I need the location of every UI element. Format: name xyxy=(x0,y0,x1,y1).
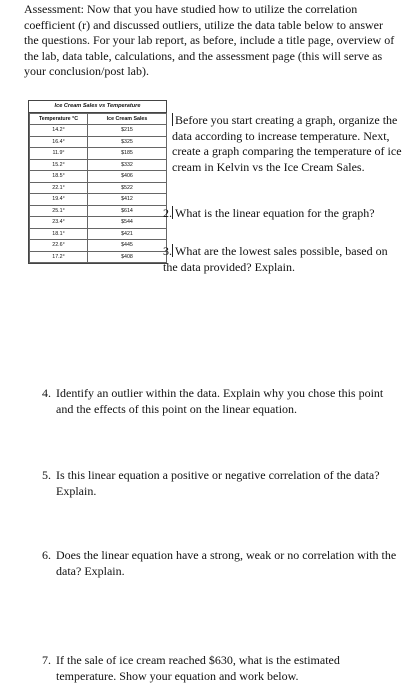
cell-sales: $412 xyxy=(88,194,167,206)
cell-temperature: 18.5° xyxy=(30,171,88,183)
question-1-text: Before you start creating a graph, organize the data according to increase temperature. Next, create a graph comparing the temperature of ice cream in Kelvin vs the Ice Cream Sales. xyxy=(172,113,402,174)
header-sales: Ice Cream Sales xyxy=(88,114,167,125)
question-3-text: What are the lowest sales possible, based on the data provided? Explain. xyxy=(163,244,388,274)
question-5 xyxy=(42,468,398,499)
table-row xyxy=(30,217,167,229)
cell-temperature: 22.6° xyxy=(30,240,88,252)
cell-sales: $406 xyxy=(88,171,167,183)
assessment-intro: Assessment: Now that you have studied how to utilize the correlation coefficient (r) and discussed outliers, utilize the data table below to answer the questions. For your lab report, as before, include a title page, overview of the lab, data table, calculations, and the assessment page (this will serve as your conclusion/post lab). xyxy=(24,2,395,78)
question-5-text: Is this linear equation a positive or negative correlation of the data? Explain. xyxy=(56,468,380,498)
table-row xyxy=(30,205,167,217)
table-title: Ice Cream Sales vs Temperature xyxy=(29,101,166,113)
question-7-text: If the sale of ice cream reached $630, what is the estimated temperature. Show your equation and work below. xyxy=(56,653,340,683)
table-row xyxy=(30,136,167,148)
cell-temperature: 11.9° xyxy=(30,148,88,160)
question-4-text: Identify an outlier within the data. Explain why you chose this point and the effects of this point on the linear equation. xyxy=(56,386,384,416)
header-temperature: Temperature °C xyxy=(30,114,88,125)
cell-temperature: 25.1° xyxy=(30,205,88,217)
question-2-text: What is the linear equation for the graph? xyxy=(175,206,375,220)
question-6 xyxy=(42,548,398,579)
question-7-number: 7. xyxy=(42,653,51,667)
question-3-number: 3. xyxy=(163,244,172,258)
cell-sales: $421 xyxy=(88,228,167,240)
question-6-number: 6. xyxy=(42,548,51,562)
question-2-number: 2. xyxy=(163,206,172,220)
table-row xyxy=(30,194,167,206)
table-row xyxy=(30,228,167,240)
cell-temperature: 16.4° xyxy=(30,136,88,148)
cell-sales: $522 xyxy=(88,182,167,194)
table-row xyxy=(30,182,167,194)
question-3 xyxy=(163,244,404,275)
cell-temperature: 15.2° xyxy=(30,159,88,171)
table-row xyxy=(30,251,167,263)
cell-sales: $332 xyxy=(88,159,167,171)
question-5-number: 5. xyxy=(42,468,51,482)
cell-temperature: 19.4° xyxy=(30,194,88,206)
question-1-marker xyxy=(172,113,173,126)
cell-sales: $445 xyxy=(88,240,167,252)
cell-sales: $185 xyxy=(88,148,167,160)
table-row xyxy=(30,171,167,183)
cell-temperature: 23.4° xyxy=(30,217,88,229)
question-2 xyxy=(163,206,404,222)
cell-sales: $544 xyxy=(88,217,167,229)
cell-temperature: 22.1° xyxy=(30,182,88,194)
question-2-marker xyxy=(172,206,173,219)
cell-sales: $614 xyxy=(88,205,167,217)
cell-temperature: 14.2° xyxy=(30,125,88,137)
cell-sales: $325 xyxy=(88,136,167,148)
question-3-marker xyxy=(172,244,173,257)
table-row xyxy=(30,125,167,137)
cell-sales: $215 xyxy=(88,125,167,137)
table-row xyxy=(30,148,167,160)
question-6-text: Does the linear equation have a strong, weak or no correlation with the data? Explain. xyxy=(56,548,397,578)
table-header-row xyxy=(30,114,167,125)
table-row xyxy=(30,159,167,171)
cell-temperature: 17.2° xyxy=(30,251,88,263)
data-table xyxy=(28,100,167,264)
cell-temperature: 18.1° xyxy=(30,228,88,240)
question-1 xyxy=(172,113,404,175)
question-4-number: 4. xyxy=(42,386,51,400)
sales-table xyxy=(29,113,167,263)
question-7 xyxy=(42,653,398,684)
cell-sales: $408 xyxy=(88,251,167,263)
question-4 xyxy=(42,386,398,417)
table-row xyxy=(30,240,167,252)
